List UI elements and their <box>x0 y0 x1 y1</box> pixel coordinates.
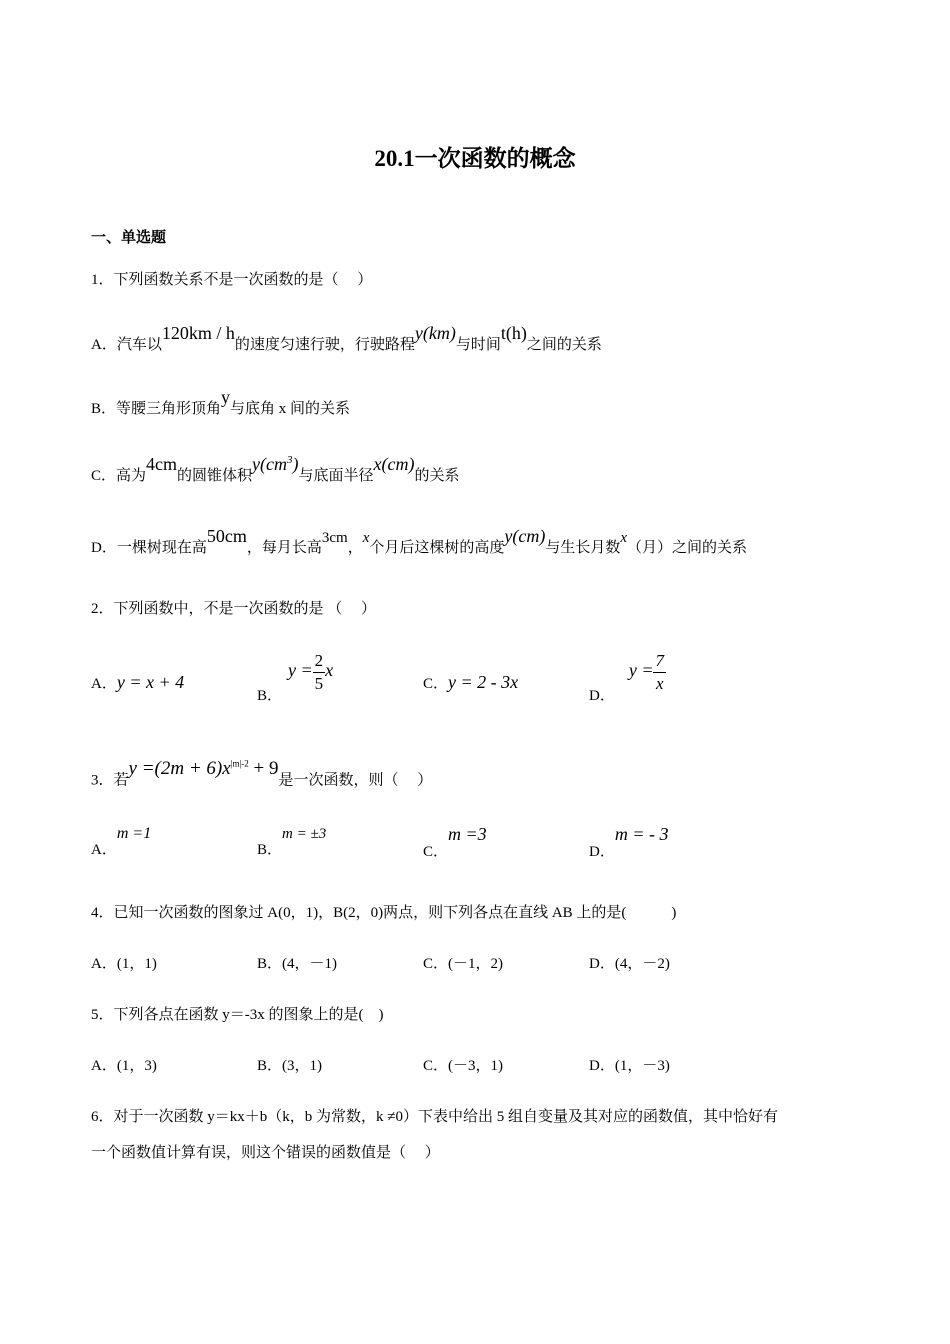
math-function-exponent: |m|-2 <box>230 759 249 769</box>
option-d-label: D． <box>589 844 615 860</box>
math-growth: 3cm <box>321 530 348 546</box>
question-3-suffix: 是一次函数，则（ ） <box>278 772 433 789</box>
question-4-stem: 4．已知一次函数的图象过 A(0，1)，B(2，0)两点，则下列各点在直线 AB 上的是( ) <box>91 905 677 921</box>
option-c-text-2: 与底面半径 <box>298 468 374 484</box>
math-y: y <box>221 387 231 407</box>
question-5-option-a: A．(1，3) <box>91 1058 157 1074</box>
question-1-stem: 1．下列函数关系不是一次函数的是（ ） <box>91 272 373 288</box>
question-2-option-c <box>423 672 518 694</box>
option-a-label: A．汽车以 <box>91 337 162 353</box>
math-function-main: y =(2m + 6)x <box>128 758 231 780</box>
math-fraction <box>653 650 666 695</box>
question-3-prefix: 3．若 <box>91 772 129 789</box>
math-radius: x(cm) <box>373 454 415 474</box>
math-volume-exponent: 3 <box>287 454 293 466</box>
question-4-option-a: A．(1，1) <box>91 956 157 972</box>
option-a-text-3: 之间的关系 <box>526 337 602 353</box>
math-time: t(h) <box>500 323 527 343</box>
question-1-option-b <box>91 387 351 419</box>
math-expression: m = - 3 <box>614 824 669 844</box>
math-expression: m = ±3 <box>282 826 327 842</box>
math-post: x <box>325 659 334 680</box>
math-x-months: x <box>620 530 628 546</box>
page-title: 20.1一次函数的概念 <box>374 146 576 171</box>
question-2-option-b <box>257 650 334 704</box>
math-pre: y = <box>288 659 313 680</box>
math-volume <box>252 454 298 474</box>
question-4-option-b: B．(4，－1) <box>257 956 337 972</box>
question-5-option-b: B．(3，1) <box>257 1058 322 1074</box>
question-6-stem-line-1: 6．对于一次函数 y＝kx＋b（k，b 为常数，k ≠0）下表中给出 5 组自变量及其对应的函数值，其中恰好有 <box>91 1109 778 1125</box>
option-b-label: B． <box>257 687 283 704</box>
question-4-option-c: C．(－1，2) <box>423 956 503 972</box>
option-b-label: B． <box>257 842 283 858</box>
math-x: x <box>362 530 370 546</box>
fraction-numerator: 7 <box>653 650 666 673</box>
option-c-label: C． <box>423 676 449 692</box>
math-tree-height: 50cm <box>206 526 247 546</box>
option-d-text-2: ， <box>347 540 363 556</box>
option-d-text-4: 与生长月数 <box>545 540 621 556</box>
option-a-label: A． <box>91 676 117 692</box>
option-a-text-2: 与时间 <box>455 337 501 353</box>
math-pre: y = <box>628 659 654 680</box>
question-5-option-c: C．(－3，1) <box>423 1058 503 1074</box>
question-3-stem <box>91 758 433 790</box>
question-3-option-a <box>91 825 152 860</box>
question-5-option-d: D．(1，－3) <box>589 1058 670 1074</box>
math-fraction <box>313 650 326 695</box>
question-2-option-d <box>589 650 666 704</box>
fraction-denominator: 5 <box>314 674 324 693</box>
option-b-label: B．等腰三角形顶角 <box>91 401 222 417</box>
math-expression: m =1 <box>116 825 152 842</box>
question-3-option-c <box>423 824 487 862</box>
option-d-text-5: （月）之间的关系 <box>627 540 748 556</box>
fraction-numerator: 2 <box>313 650 326 673</box>
question-1-option-c <box>91 454 460 486</box>
question-4-option-d: D．(4，－2) <box>589 956 670 972</box>
math-expression: m =3 <box>448 824 487 844</box>
option-a-label: A． <box>91 842 117 858</box>
option-c-label: C． <box>423 844 449 860</box>
question-3-option-d <box>589 824 669 862</box>
question-5-stem: 5．下列各点在函数 y＝-3x 的图象上的是( ) <box>91 1007 384 1023</box>
section-heading: 一、单选题 <box>91 230 167 246</box>
math-height: 4cm <box>146 454 178 474</box>
math-tree-y: y(cm) <box>504 526 546 546</box>
math-expression: y = x + 4 <box>116 672 185 692</box>
option-d-label: D．一棵树现在高 <box>91 540 207 556</box>
option-c-label: C．高为 <box>91 468 147 484</box>
math-distance: y(km) <box>414 323 456 343</box>
math-function <box>129 758 279 779</box>
question-6-stem-line-2: 一个函数值计算有误，则这个错误的函数值是（ ） <box>91 1145 440 1161</box>
question-1-option-a <box>91 323 602 355</box>
option-b-text-1: 与底角 x 间的关系 <box>230 401 351 417</box>
option-d-text-3: 个月后这棵树的高度 <box>369 540 505 556</box>
math-volume-base: y(cm <box>252 454 288 474</box>
option-c-text-1: 的圆锥体积 <box>177 468 253 484</box>
option-c-text-3: 的关系 <box>414 468 460 484</box>
question-2-stem: 2．下列函数中，不是一次函数的是 （ ） <box>91 601 377 617</box>
math-speed: 120km / h <box>161 323 235 343</box>
question-2-option-a <box>91 672 184 694</box>
math-volume-close: ) <box>292 454 299 474</box>
math-expression: y = 2 - 3x <box>448 672 519 692</box>
math-function-constant: + 9 <box>248 758 279 780</box>
question-1-option-d <box>91 526 748 558</box>
question-3-option-b <box>257 826 327 860</box>
fraction-denominator: x <box>655 674 664 693</box>
option-d-text-1: ，每月长高 <box>246 540 322 556</box>
option-a-text-1: 的速度匀速行驶，行驶路程 <box>234 337 415 353</box>
option-d-label: D． <box>589 687 615 704</box>
